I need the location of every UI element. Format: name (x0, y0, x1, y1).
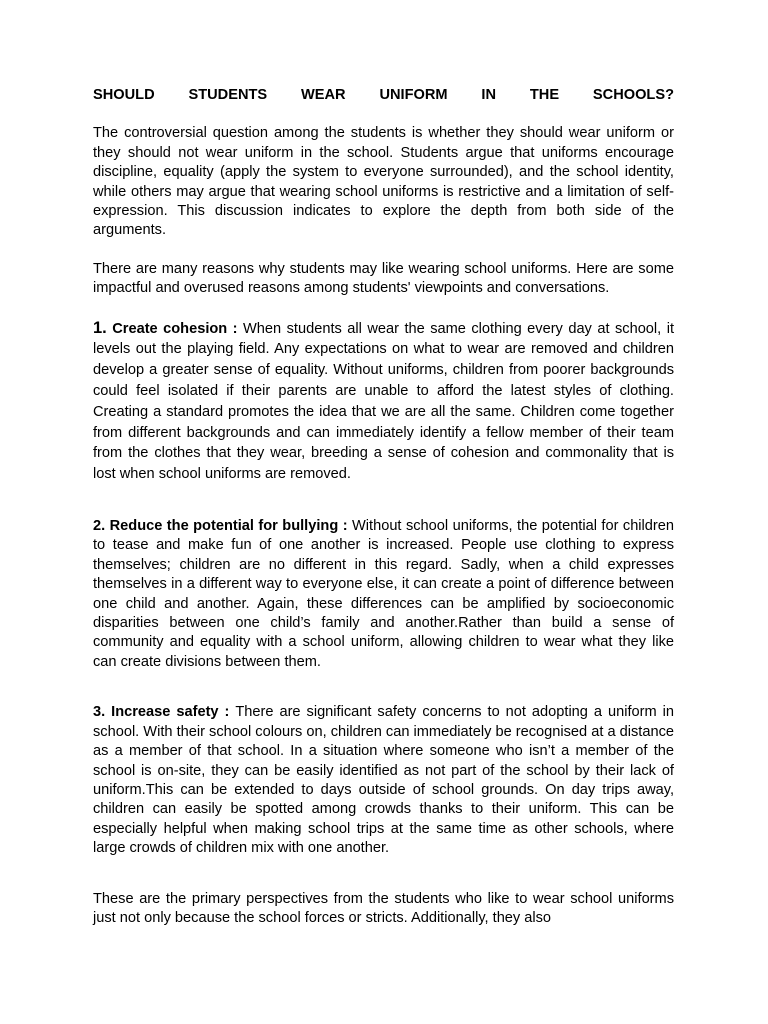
reasons-intro-paragraph: There are many reasons why students may like wearing school uniforms. Here are some impactful and overused reasons among students' viewpoints and conversations. (93, 260, 674, 297)
point-heading (93, 704, 235, 720)
point-title: Create cohesion : (106, 320, 244, 337)
document-title: SHOULD STUDENTS WEAR UNIFORM IN THE SCHOOLS? (93, 87, 674, 103)
point-title: Increase safety : (105, 704, 236, 721)
point-number: 2. (93, 518, 106, 535)
point-reduce-bullying (93, 517, 674, 672)
point-body: There are significant safety concerns to not adopting a uniform in school. With their school colours on, children can immediately be recognised at a distance as a member of that school. In a situation where someone who isn’t a member of the school is on-site, they can be easily identified as not part of the school by their lack of uniform.This can be extended to days outside of school grounds. On day trips away, children can easily be spotted among crowds thanks to their uniform. This can be especially helpful when making school trips at the same time as other schools, where large crowds of children mix with one another. (93, 704, 674, 857)
point-heading (93, 318, 244, 337)
point-number: 1. (93, 318, 107, 337)
point-number: 3. (93, 704, 106, 721)
point-increase-safety (93, 703, 674, 858)
document-body (93, 86, 674, 928)
point-create-cohesion (93, 318, 674, 485)
point-body: Without school uniforms, the potential for children to tease and make fun of one another is increased. People use clothing to express themselves; children are no different in this regard. Sadly, when a child expresses themselves in a different way to everyone else, it can create a point of difference between one child and another. Again, these differences can be amplified by socioeconomic disparities between one child’s family and another.Rather than build a sense of community and equality with a school uniform, allowing children to wear what they like can create divisions between them. (93, 518, 675, 670)
intro-paragraph: The controversial question among the students is whether they should wear uniform or they should not wear uniform in the school. Students argue that uniforms encourage discipline, equality (apply the system to everyone surrounded), and the school identity, while others may argue that wearing school uniforms is restrictive and a limitation of self-expression. This discussion indicates to explore the depth from both side of the arguments. (93, 125, 674, 239)
point-body: When students all wear the same clothing every day at school, it levels out the playing field. Any expectations on what to wear are removed and children develop a greater sense of equality. Without uniforms, children from poorer backgrounds could feel isolated if their parents are unable to afford the latest styles of clothing. Creating a standard promotes the idea that we are all the same. Children come together from different backgrounds and can immediately identify a fellow member of their team from the clothes that they wear, breeding a sense of cohesion and commonality that is lost when school uniforms are removed. (93, 320, 674, 483)
closing-paragraph: These are the primary perspectives from the students who like to wear school uniforms just not only because the school forces or stricts. Additionally, they also (93, 890, 674, 926)
point-title: Reduce the potential for bullying : (105, 518, 353, 535)
point-heading (93, 518, 352, 534)
